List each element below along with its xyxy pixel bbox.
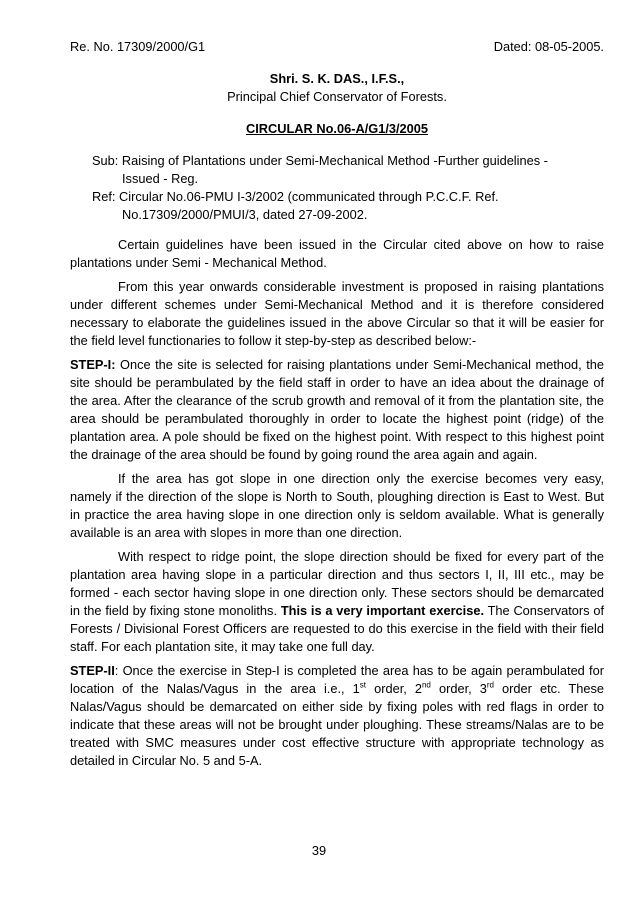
subject-line-2: Issued - Reg.	[122, 171, 199, 186]
ridge-text-after: The Conservators of Forests / Divisional Forest Officers are requested to do this exercise in the field with their field staff. For each plantation site, it may take one full day.	[70, 603, 605, 654]
document-header	[70, 38, 604, 56]
reference-block	[92, 188, 604, 224]
step-1-paragraph	[70, 356, 604, 464]
step-2-text-c: order, 3	[430, 681, 487, 696]
step-2-text-d: order etc. These Nalas/Vagus should be demarcated on either side by fixing poles with red flags in order to indicate that these areas will not be brought under ploughing. These streams/Nalas are to be treated with SMC measures under cost effective structure with appropriate technology as detailed in Circular No. 5 and 5-A.	[70, 681, 605, 768]
important-note: This is a very important exercise.	[280, 603, 485, 618]
ordinal-sup-3: rd	[486, 680, 494, 690]
paragraph-investment: From this year onwards considerable investment is proposed in raising plantations under different schemes under Semi-Mechanical Method and it is therefore considered necessary to elaborate the guidelines issued in the above Circular so that it will be easier for the field level functionaries to follow it step-by-step as described below:-	[70, 279, 604, 348]
step-2-text-a: : Once the exercise in Step-I is completed the area has to be again perambulated for location of the Nalas/Vagus in the area i.e., 1	[70, 663, 604, 696]
authority-name: Shri. S. K. DAS., I.F.S.,	[269, 71, 405, 86]
paragraph-slope: If the area has got slope in one direction only the exercise becomes very easy, namely if the direction of the slope is North to South, ploughing direction is East to West. But in practice the area having slope in one direction only is seldom available. What is generally available is an area with slopes in more than one direction.	[70, 471, 604, 540]
reference-number: Re. No. 17309/2000/G1	[70, 39, 206, 54]
document-date: Dated: 08-05-2005.	[493, 39, 604, 54]
step-2-label: STEP-II	[70, 663, 115, 678]
subject-line-1: Sub: Raising of Plantations under Semi-Mechanical Method -Further guidelines -	[92, 153, 548, 168]
authority-block	[70, 70, 604, 106]
step-2-paragraph	[70, 662, 604, 770]
authority-designation: Principal Chief Conservator of Forests.	[227, 89, 447, 104]
subject-block	[92, 152, 604, 188]
circular-title: CIRCULAR No.06-A/G1/3/2005	[245, 121, 429, 136]
reference-line-2: No.17309/2000/PMUI/3, dated 27-09-2002.	[122, 207, 368, 222]
ridge-text-before: With respect to ridge point, the slope direction should be fixed for every part of the plantation area having slope in a particular direction and thus sectors I, II, III etc., may be formed - each sector having slope in one direction only. These sectors should be demarcated in the field by fixing stone monoliths.	[70, 549, 604, 618]
document-page	[70, 38, 604, 776]
paragraph-intro: Certain guidelines have been issued in the Circular cited above on how to raise plantations under Semi - Mechanical Method.	[70, 237, 604, 270]
reference-line-1: Ref: Circular No.06-PMU I-3/2002 (communicated through P.C.C.F. Ref.	[92, 189, 499, 204]
paragraph-ridge	[70, 548, 604, 656]
step-1-label: STEP-I:	[70, 357, 116, 372]
page-number: 39	[311, 843, 327, 858]
ordinal-sup-2: nd	[421, 680, 431, 690]
step-1-text: Once the site is selected for raising plantations under Semi-Mechanical method, the site should be perambulated by the field staff in order to have an idea about the drainage of the area. After the clearance of the scrub growth and removal of it from the plantation site, the area should be perambulated thoroughly in order to locate the highest point (ridge) of the plantation area. A pole should be fixed on the highest point. With respect to this highest point the drainage of the area should be found by going round the area again and again.	[70, 357, 604, 462]
ordinal-sup-1: st	[359, 680, 367, 690]
step-2-text-b: order, 2	[366, 681, 422, 696]
